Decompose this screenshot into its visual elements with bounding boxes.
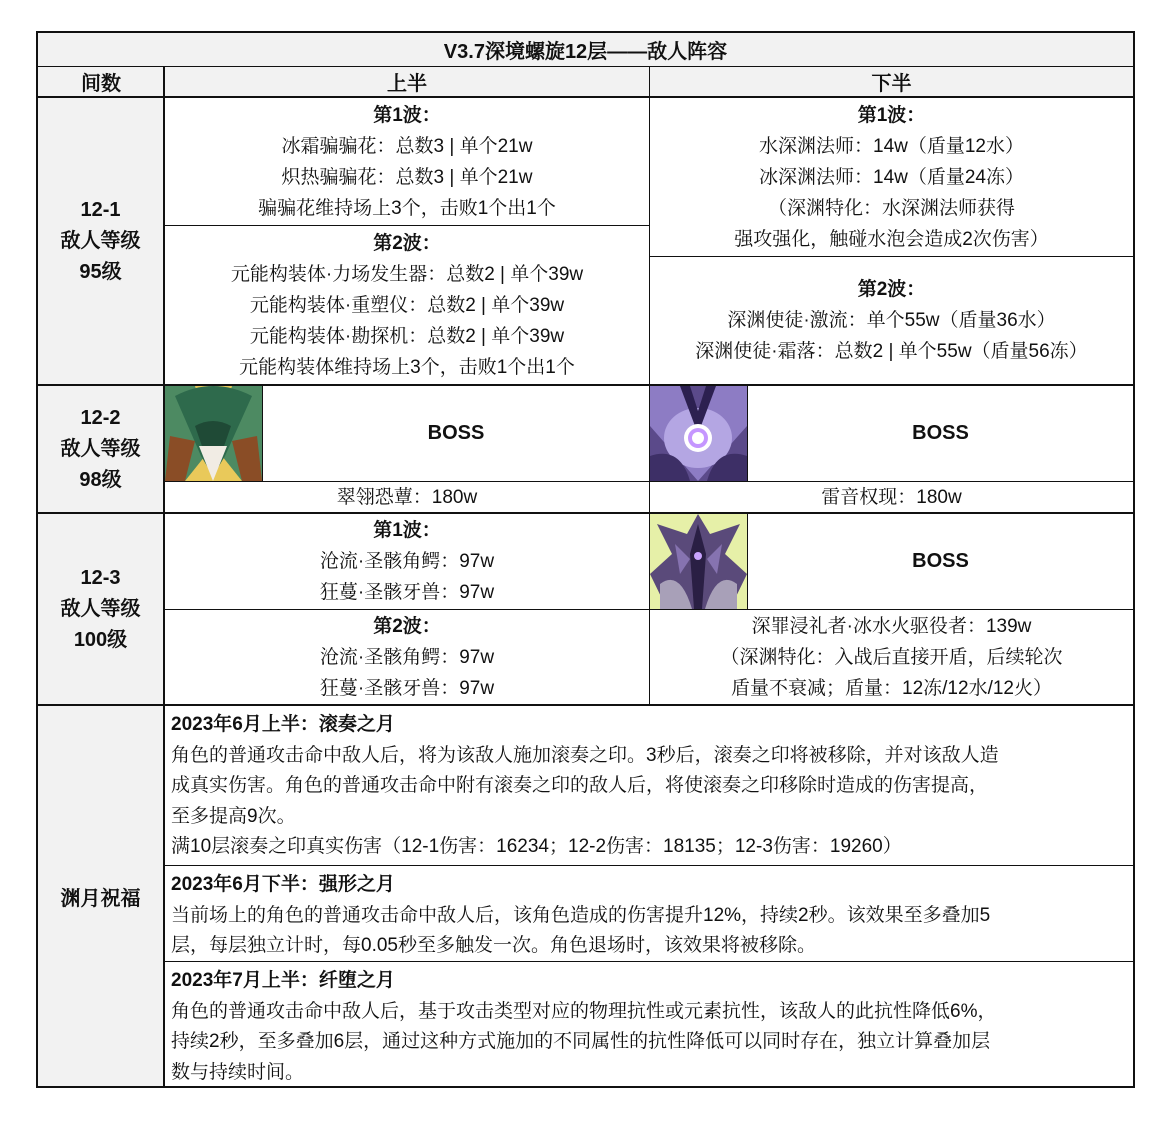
enemy-line: （深渊特化：水深渊法师获得 <box>767 197 1015 219</box>
chamber-level: 100级 <box>73 628 128 651</box>
boss-hp-line: 翠翎恐蕈：180w <box>336 486 478 508</box>
boss-hp-line: 深罪浸礼者·冰水火驱役者：139w <box>751 615 1032 637</box>
chamber-12-2-label <box>38 386 163 512</box>
blessing-line: 成真实伤害。角色的普通攻击命中附有滚奏之印的敌人后，将使滚奏之印移除时造成的伤害提高， <box>171 775 989 796</box>
green-bird-boss-portrait <box>165 386 262 481</box>
chamber-level-label: 敌人等级 <box>60 437 141 460</box>
boss-tag: BOSS <box>912 550 969 572</box>
chamber-level: 95级 <box>79 260 122 283</box>
chamber-id: 12-1 <box>80 198 121 221</box>
chamber-level-label: 敌人等级 <box>60 229 141 252</box>
boss-info <box>650 610 1133 704</box>
enemy-line: 狂蔓·圣骸牙兽：97w <box>319 677 495 699</box>
chamber-level: 98级 <box>79 468 122 491</box>
enemy-line: 沧流·圣骸角鳄：97w <box>319 646 495 668</box>
enemy-line: 冰霜骗骗花：总数3 | 单个21w <box>281 135 533 157</box>
chamber-12-3-first-wave-1 <box>165 514 649 608</box>
chamber-12-1-second-wave-1 <box>650 98 1133 256</box>
blessing-line: 数与持续时间。 <box>171 1061 305 1083</box>
header-first-half: 上半 <box>165 67 649 96</box>
header-chamber: 间数 <box>38 67 164 96</box>
chamber-12-3-first-wave-2 <box>165 610 649 704</box>
boss-note-line: （深渊特化：入战后直接开盾，后续轮次 <box>720 646 1063 668</box>
chamber-level-label: 敌人等级 <box>60 597 141 620</box>
enemy-line: 深渊使徒·霜落：总数2 | 单个55w（盾量56冻） <box>695 341 1088 362</box>
blessing-entry-2 <box>165 866 1133 961</box>
purple-armored-boss-portrait <box>650 514 747 609</box>
blessing-line: 至多提高9次。 <box>171 805 296 827</box>
blessing-line: 角色的普通攻击命中敌人后，将为该敌人施加滚奏之印。3秒后，滚奏之印将被移除，并对该敌人造 <box>171 744 999 766</box>
chamber-12-1-second-wave-2 <box>650 257 1133 384</box>
blessing-entry-1 <box>165 706 1133 865</box>
enemy-line: 冰深渊法师：14w（盾量24冻） <box>759 166 1024 188</box>
enemy-line: 骗骗花维持场上3个，击败1个出1个 <box>258 197 556 219</box>
chamber-12-1-first-wave-2 <box>165 226 649 384</box>
enemy-line: 元能构装体·勘探机：总数2 | 单个39w <box>249 325 565 347</box>
boss-tag: BOSS <box>912 422 969 444</box>
chamber-id: 12-2 <box>80 406 121 429</box>
enemy-line: 深渊使徒·激流：单个55w（盾量36水） <box>727 310 1056 331</box>
boss-tag: BOSS <box>427 422 485 444</box>
blessing-line: 满10层滚奏之印真实伤害（12-1伤害：16234；12-2伤害：18135；12-3伤害：19260） <box>171 836 902 857</box>
enemy-line: 沧流·圣骸角鳄：97w <box>319 550 495 572</box>
enemy-line: 炽热骗骗花：总数3 | 单个21w <box>281 166 533 188</box>
enemy-lineup-table <box>36 31 1135 1088</box>
blessing-line: 持续2秒，至多叠加6层，通过这种方式施加的不同属性的抗性降低可以同时存在，独立计算叠加层 <box>171 1031 991 1052</box>
wave-title: 第2波： <box>373 615 441 637</box>
purple-thunder-boss-portrait <box>650 386 747 481</box>
wave-title: 第1波： <box>373 104 441 126</box>
enemy-line: 元能构装体·力场发生器：总数2 | 单个39w <box>230 263 584 285</box>
blessing-line: 当前场上的角色的普通攻击命中敌人后，该角色造成的伤害提升12%，持续2秒。该效果至多叠加5 <box>171 904 991 926</box>
blessing-title: 2023年6月上半：滚奏之月 <box>171 714 395 735</box>
chamber-id: 12-3 <box>80 566 121 589</box>
blessing-line: 层，每层独立计时，每0.05秒至多触发一次。角色退场时，该效果将被移除。 <box>171 935 816 956</box>
table-title: V3.7深境螺旋12层——敌人阵容 <box>38 33 1133 66</box>
boss-note-line: 盾量不衰减；盾量：12冻/12水/12火） <box>731 677 1052 699</box>
enemy-line: 狂蔓·圣骸牙兽：97w <box>319 581 495 603</box>
enemy-line: 水深渊法师：14w（盾量12水） <box>759 135 1024 157</box>
wave-title: 第2波： <box>373 232 441 254</box>
blessing-entry-3 <box>165 962 1133 1086</box>
enemy-line: 强攻强化，触碰水泡会造成2次伤害） <box>734 228 1049 250</box>
chamber-12-1-first-wave-1 <box>165 98 649 225</box>
enemy-line: 元能构装体·重塑仪：总数2 | 单个39w <box>249 294 565 316</box>
blessing-line: 角色的普通攻击命中敌人后，基于攻击类型对应的物理抗性或元素抗性，该敌人的此抗性降低6%， <box>171 1000 997 1022</box>
chamber-12-3-label <box>38 514 163 704</box>
wave-title: 第1波： <box>857 104 926 126</box>
header-second-half: 下半 <box>650 67 1133 96</box>
blessing-label: 渊月祝福 <box>38 706 163 1086</box>
blessing-title: 2023年6月下半：强形之月 <box>171 874 395 895</box>
wave-title: 第2波： <box>857 279 926 300</box>
wave-title: 第1波： <box>373 519 441 541</box>
boss-hp-line: 雷音权现：180w <box>821 486 962 508</box>
enemy-line: 元能构装体维持场上3个，击败1个出1个 <box>239 356 575 378</box>
blessing-title: 2023年7月上半：纤堕之月 <box>171 970 395 991</box>
chamber-12-1-label <box>38 98 163 384</box>
